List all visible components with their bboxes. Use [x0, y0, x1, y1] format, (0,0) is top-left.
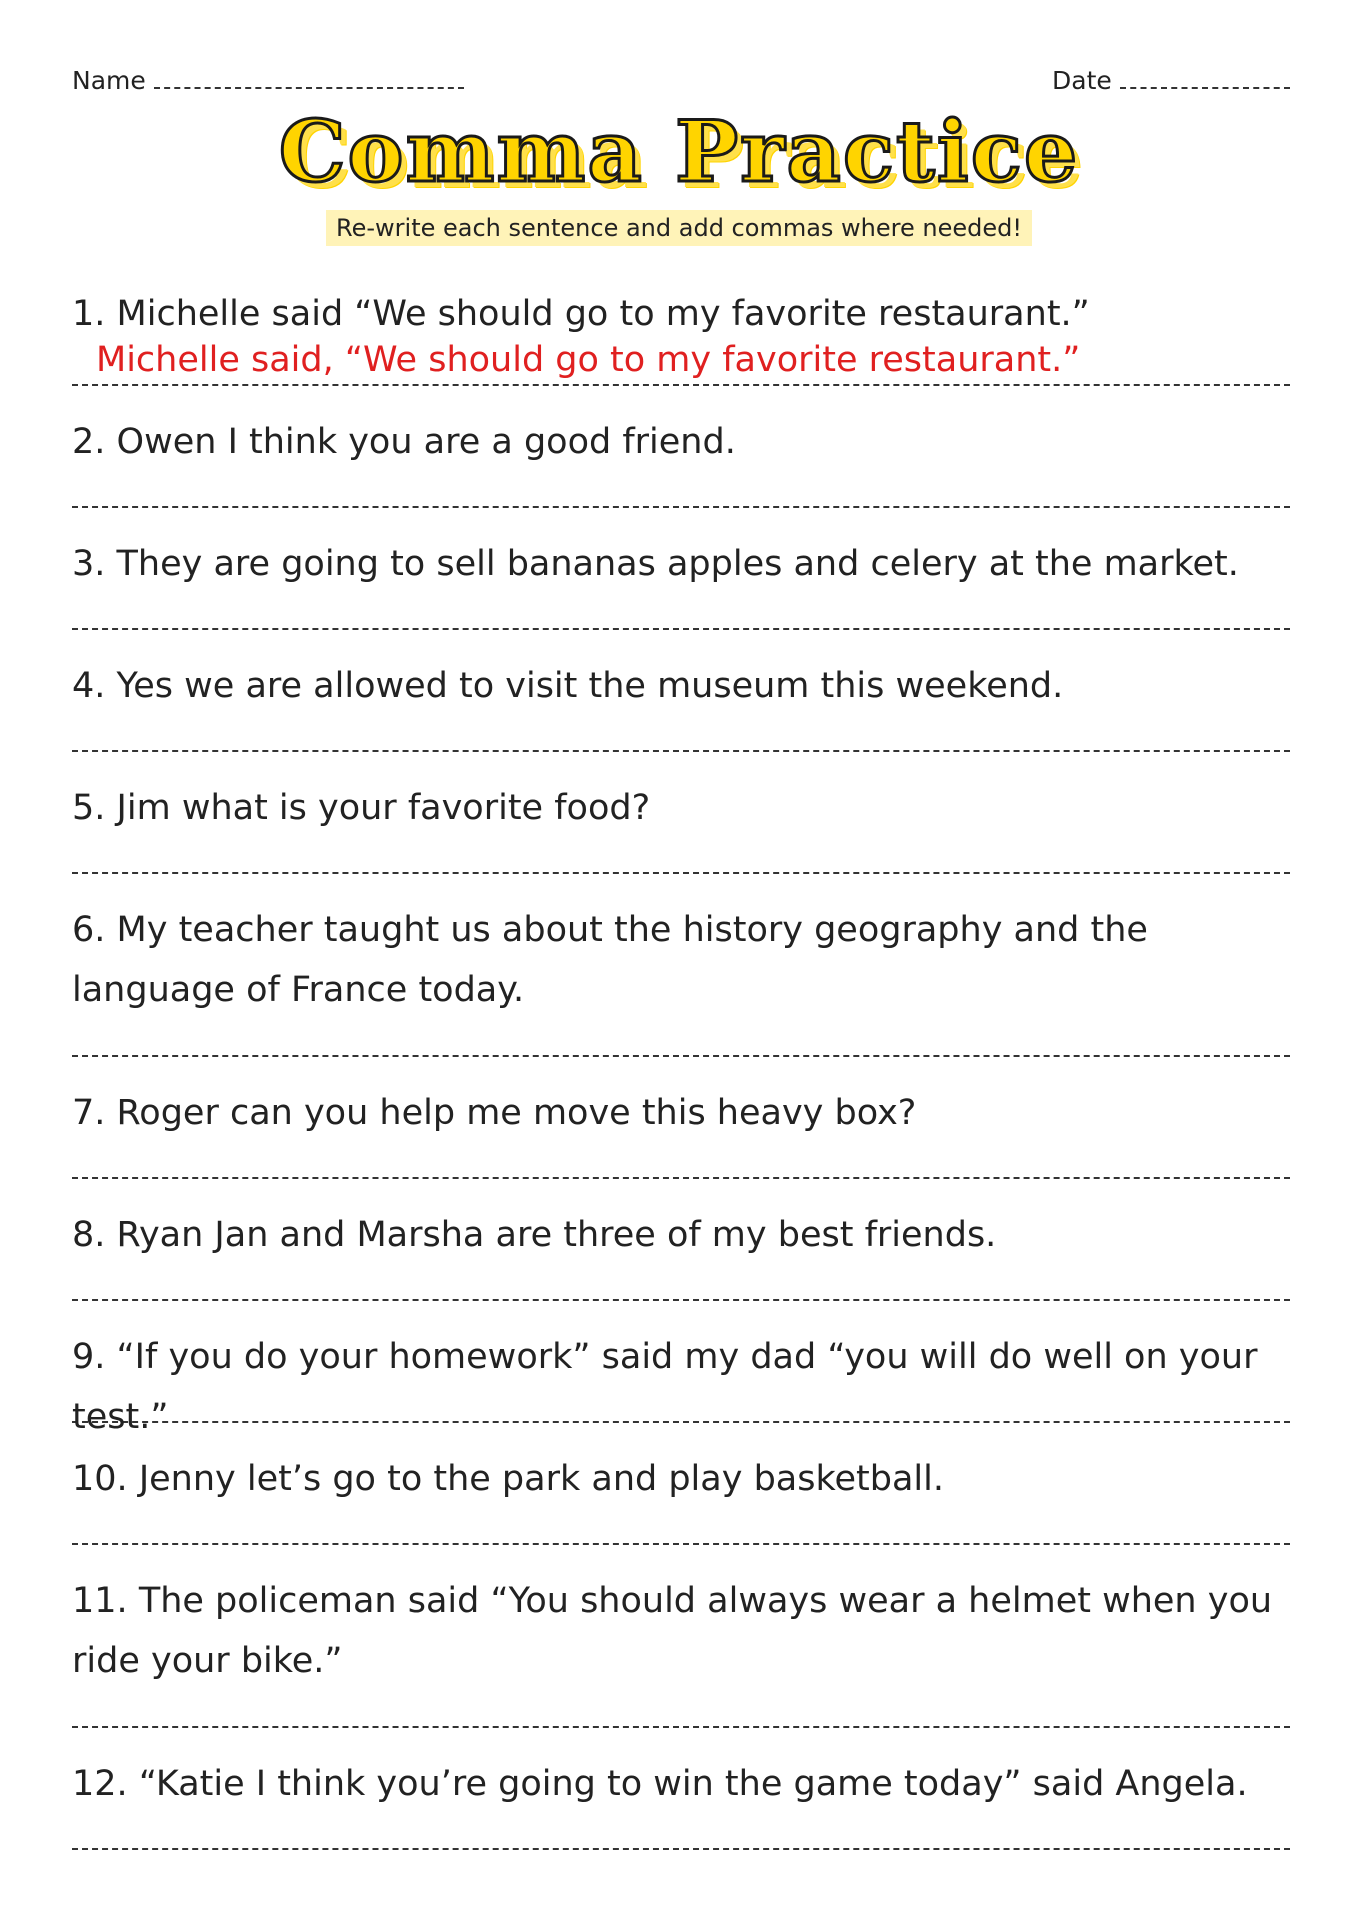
question-number: 5. [72, 788, 106, 828]
question-item [72, 386, 1290, 508]
question-text [72, 1545, 1290, 1691]
question-text [72, 630, 1290, 716]
question-text [72, 1179, 1290, 1265]
question-sentence: Jim what is your favorite food? [116, 788, 651, 828]
question-number: 4. [72, 666, 106, 706]
question-item [72, 508, 1290, 630]
question-sentence: They are going to sell bananas apples and celery at the market. [116, 544, 1239, 584]
question-text [72, 1057, 1290, 1143]
question-sentence: Yes we are allowed to visit the museum this weekend. [116, 666, 1064, 706]
question-number: 3. [72, 544, 106, 584]
question-number: 9. [72, 1337, 106, 1377]
name-label: Name [72, 66, 146, 95]
question-sentence: Roger can you help me move this heavy box? [116, 1093, 917, 1133]
question-number: 1. [72, 294, 106, 334]
question-text [72, 386, 1290, 472]
question-sentence: Michelle said “We should go to my favorite restaurant.” [116, 294, 1090, 334]
question-number: 11. [72, 1581, 128, 1621]
date-blank-line[interactable] [1120, 69, 1290, 89]
question-sentence: Owen I think you are a good friend. [116, 422, 736, 462]
title-banner [0, 102, 1358, 201]
question-sentence: “If you do your homework” said my dad “you will do well on your test.” [72, 1337, 1269, 1437]
question-number: 10. [72, 1459, 128, 1499]
instructions: Re-write each sentence and add commas where needed! [326, 210, 1032, 246]
question-item [72, 284, 1290, 386]
question-item [72, 1057, 1290, 1179]
question-item [72, 1728, 1290, 1850]
question-item [72, 1423, 1290, 1545]
answer-line[interactable]: Michelle said, “We should go to my favorite restaurant.” [96, 340, 1081, 380]
question-text [72, 508, 1290, 594]
question-number: 6. [72, 910, 106, 950]
instructions-banner [0, 210, 1358, 246]
question-item [72, 874, 1290, 1057]
question-item [72, 752, 1290, 874]
question-text [72, 752, 1290, 838]
name-field[interactable] [72, 66, 464, 95]
page-title: Comma Practice [278, 102, 1080, 201]
question-item [72, 1545, 1290, 1728]
question-number: 12. [72, 1764, 128, 1804]
question-text [72, 1728, 1290, 1814]
question-sentence: The policeman said “You should always wear a helmet when you ride your bike.” [72, 1581, 1284, 1681]
question-sentence: Jenny let’s go to the park and play basketball. [138, 1459, 944, 1499]
question-item [72, 1301, 1290, 1437]
question-number: 2. [72, 422, 106, 462]
question-number: 7. [72, 1093, 106, 1133]
question-text [72, 874, 1290, 1020]
question-item [72, 630, 1290, 752]
question-number: 8. [72, 1215, 106, 1255]
date-label: Date [1052, 66, 1112, 95]
date-field[interactable] [1052, 66, 1290, 95]
question-text [72, 284, 1290, 344]
question-sentence: “Katie I think you’re going to win the game today” said Angela. [138, 1764, 1248, 1804]
question-item [72, 1179, 1290, 1301]
question-text [72, 1423, 1290, 1509]
question-list [72, 284, 1290, 1850]
question-sentence: My teacher taught us about the history geography and the language of France today. [72, 910, 1160, 1010]
question-sentence: Ryan Jan and Marsha are three of my best friends. [116, 1215, 997, 1255]
name-blank-line[interactable] [154, 69, 464, 89]
